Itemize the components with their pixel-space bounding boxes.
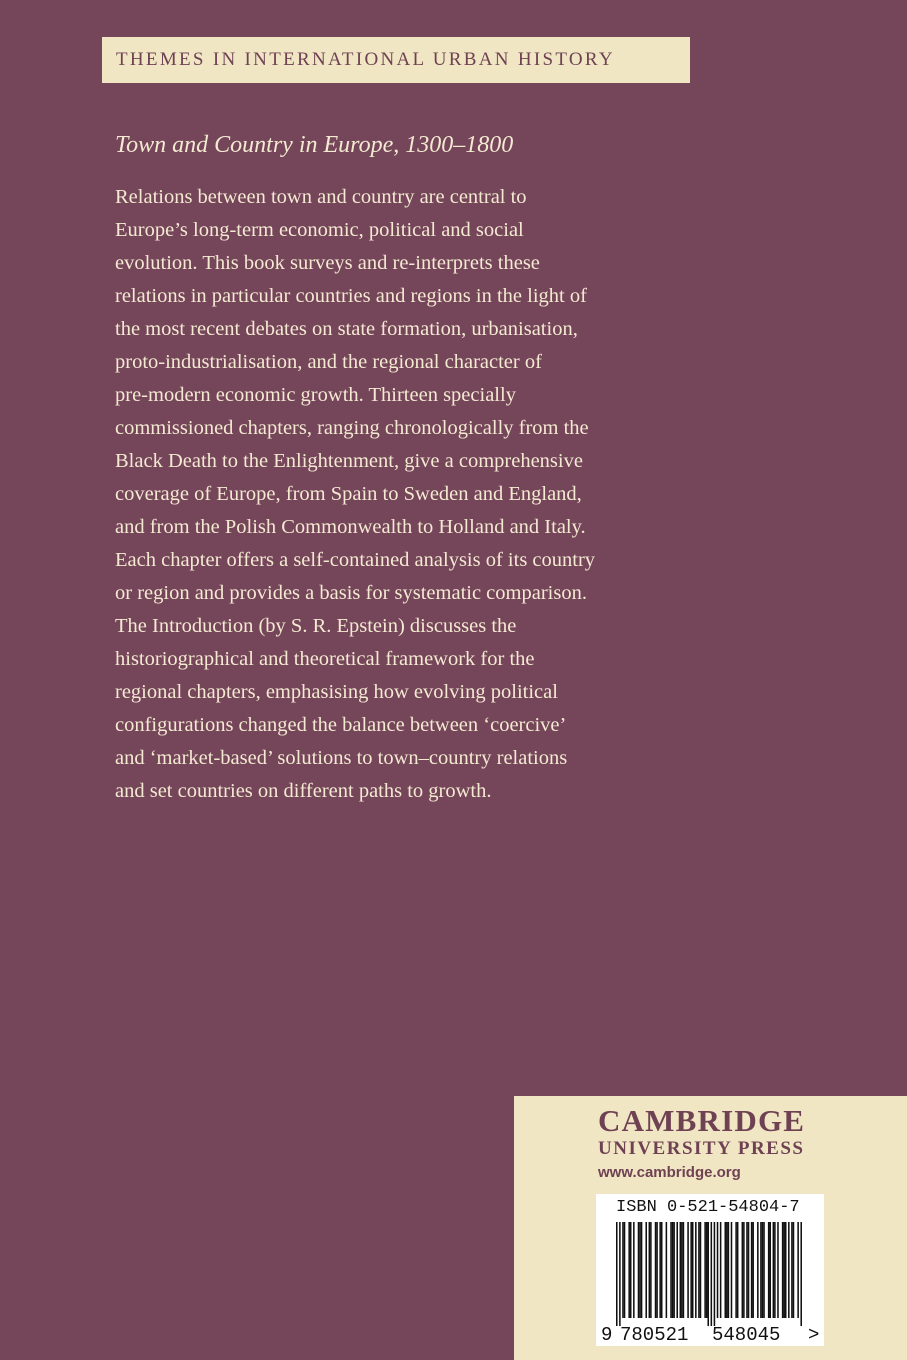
blurb-line: relations in particular countries and regions in the light of [115,285,587,307]
barcode-bar [751,1222,753,1318]
barcode-bar [748,1222,750,1318]
barcode-bar [619,1222,621,1326]
barcode-bar [672,1222,674,1318]
blurb-line: Europe’s long-term economic, political and social [115,219,524,241]
barcode-bars [616,1222,802,1326]
blurb-line: or region and provides a basis for systematic comparison. [115,582,587,604]
barcode-bar [760,1222,762,1318]
barcode-bar [742,1222,744,1318]
barcode-bar [700,1222,702,1318]
barcode-bar [774,1222,776,1318]
barcode-bar [785,1222,787,1318]
barcode-bar [638,1222,640,1318]
barcode-bar [731,1222,733,1318]
barcode-bar [769,1222,771,1318]
barcode-bar [777,1222,779,1318]
series-banner [102,37,690,83]
publisher-block [514,1096,907,1360]
barcode-digits-left: 780521 [620,1324,689,1346]
barcode-bar [711,1222,713,1326]
barcode-bar [683,1222,685,1318]
barcode-bar [768,1222,770,1318]
barcode-bar [714,1222,716,1326]
barcode-bar [737,1222,739,1318]
blurb-line: evolution. This book surveys and re-interprets these [115,252,540,274]
barcode-bar [661,1222,663,1318]
barcode-bar [676,1222,678,1318]
barcode-bar [622,1222,624,1318]
blurb-line: historiographical and theoretical framework for the [115,648,535,670]
barcode-bar [757,1222,759,1318]
barcode-bar [698,1222,700,1318]
barcode-bar [641,1222,643,1318]
barcode-bar [670,1222,672,1318]
blurb-line: and ‘market-based’ solutions to town–country relations [115,747,568,769]
barcode-bar [628,1222,630,1318]
barcode-bar [726,1222,728,1318]
blurb-line: Relations between town and country are central to [115,186,527,208]
barcode-bar [704,1222,706,1318]
book-title: Town and Country in Europe, 1300–1800 [115,132,514,158]
blurb-line: and from the Polish Commonwealth to Holland and Italy. [115,516,586,538]
barcode-bar [762,1222,764,1318]
blurb-line: The Introduction (by S. R. Epstein) discusses the [115,615,517,637]
barcode-bar [725,1222,727,1318]
barcode-bar [763,1222,765,1318]
publisher-subtitle: UNIVERSITY PRESS [598,1138,805,1159]
blurb-line: Each chapter offers a self-contained analysis of its country [115,549,596,571]
barcode-bar [681,1222,683,1318]
barcode-bar [650,1222,652,1318]
blurb-line: regional chapters, emphasising how evolving political [115,681,558,703]
blurb-line: configurations changed the balance between ‘coercive’ [115,714,567,736]
barcode-bar [707,1222,709,1326]
series-label: THEMES IN INTERNATIONAL URBAN HISTORY [116,49,615,70]
barcode-digit-end: > [808,1324,820,1346]
blurb-line: proto-industrialisation, and the regional character of [115,351,542,373]
blurb-line: commissioned chapters, ranging chronologically from the [115,417,589,439]
barcode-bar [717,1222,719,1318]
barcode-bar [773,1222,775,1318]
barcode [596,1194,824,1346]
blurb-line: coverage of Europe, from Spain to Sweden and England, [115,483,582,505]
barcode-bar [673,1222,675,1318]
publisher-url: www.cambridge.org [598,1164,741,1181]
barcode-bar [624,1222,626,1318]
barcode-digits-right: 548045 [712,1324,781,1346]
barcode-bar [659,1222,661,1318]
barcode-bar [630,1222,632,1318]
isbn-label: ISBN 0-521-54804-7 [616,1198,800,1217]
barcode-bar [645,1222,647,1318]
blurb-line: the most recent debates on state formation, urbanisation, [115,318,578,340]
barcode-bar [791,1222,793,1318]
barcode-graphic [596,1194,824,1346]
barcode-bar [687,1222,689,1318]
blurb-line: pre-modern economic growth. Thirteen specially [115,384,516,406]
barcode-bar [655,1222,657,1318]
barcode-bar [695,1222,697,1318]
barcode-bar [735,1222,737,1318]
barcode-bar [788,1222,790,1318]
barcode-bar [649,1222,651,1318]
barcode-bar [783,1222,785,1318]
barcode-bar [616,1222,618,1326]
barcode-bar [793,1222,795,1318]
barcode-bar [666,1222,668,1318]
barcode-digit-lead: 9 [601,1324,613,1346]
barcode-bar [782,1222,784,1318]
barcode-bar [743,1222,745,1318]
publisher-name: CAMBRIDGE [598,1103,806,1138]
barcode-bar [692,1222,694,1318]
barcode-bar [746,1222,748,1318]
barcode-bar [690,1222,692,1318]
barcode-bar [633,1222,635,1318]
barcode-bar [720,1222,722,1318]
barcode-bar [680,1222,682,1318]
blurb-text [115,181,715,808]
barcode-bar [797,1222,799,1318]
barcode-bar [728,1222,730,1318]
blurb-line: Black Death to the Enlightenment, give a comprehensive [115,450,583,472]
blurb-line: and set countries on different paths to growth. [115,780,492,802]
barcode-bar [656,1222,658,1318]
barcode-bar [752,1222,754,1318]
barcode-bar [706,1222,708,1318]
barcode-bar [639,1222,641,1318]
barcode-bar [800,1222,802,1326]
